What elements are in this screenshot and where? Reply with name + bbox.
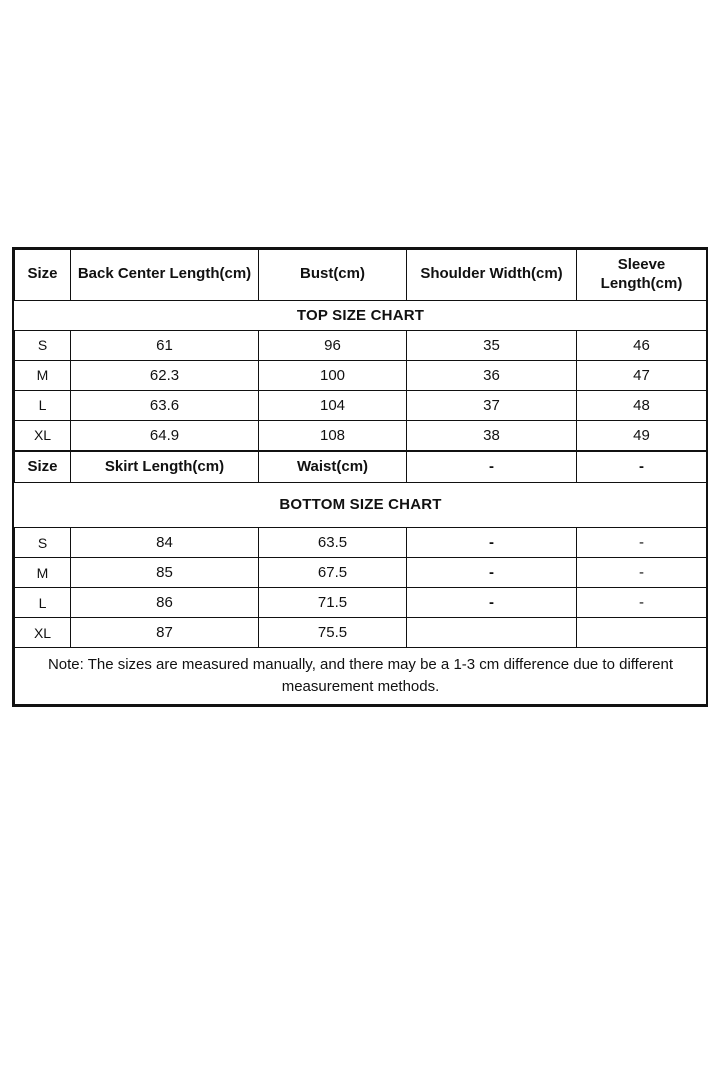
top-row-xl-bust: 108 (259, 420, 407, 450)
top-size-chart-table (14, 249, 707, 451)
table-row (15, 558, 707, 588)
top-header-back-center-length: Back Center Length(cm) (71, 250, 259, 301)
bottom-row-m-skirt-length: 85 (71, 558, 259, 588)
top-row-xl-back-center-length: 64.9 (71, 420, 259, 450)
table-row (15, 390, 707, 420)
top-row-l-sleeve-length: 48 (577, 390, 707, 420)
top-chart-header-row (15, 250, 707, 301)
bottom-row-xl-waist: 75.5 (259, 618, 407, 648)
bottom-chart-title: BOTTOM SIZE CHART (15, 483, 707, 528)
top-row-xl-sleeve-length: 49 (577, 420, 707, 450)
bottom-header-empty-2: - (577, 451, 707, 483)
bottom-row-m-empty-2: - (577, 558, 707, 588)
bottom-header-skirt-length: Skirt Length(cm) (71, 451, 259, 483)
bottom-row-l-waist: 71.5 (259, 588, 407, 618)
top-row-l-size: L (15, 390, 71, 420)
bottom-row-l-empty-2: - (577, 588, 707, 618)
table-row (15, 528, 707, 558)
bottom-row-s-empty-2: - (577, 528, 707, 558)
bottom-row-xl-size: XL (15, 618, 71, 648)
top-row-m-back-center-length: 62.3 (71, 360, 259, 390)
top-row-m-size: M (15, 360, 71, 390)
bottom-row-l-empty-1: - (407, 588, 577, 618)
bottom-header-size: Size (15, 451, 71, 483)
top-row-m-sleeve-length: 47 (577, 360, 707, 390)
top-header-sleeve-length: Sleeve Length(cm) (577, 250, 707, 301)
note-row (15, 648, 707, 705)
bottom-row-m-size: M (15, 558, 71, 588)
top-chart-title: TOP SIZE CHART (15, 300, 707, 330)
table-row (15, 618, 707, 648)
bottom-row-s-size: S (15, 528, 71, 558)
bottom-row-m-waist: 67.5 (259, 558, 407, 588)
bottom-row-xl-empty-1 (407, 618, 577, 648)
bottom-row-m-empty-1: - (407, 558, 577, 588)
bottom-header-waist: Waist(cm) (259, 451, 407, 483)
table-row (15, 360, 707, 390)
bottom-row-xl-skirt-length: 87 (71, 618, 259, 648)
bottom-chart-header-row (15, 451, 707, 483)
top-row-xl-size: XL (15, 420, 71, 450)
top-row-s-bust: 96 (259, 330, 407, 360)
top-row-m-shoulder-width: 36 (407, 360, 577, 390)
top-row-s-shoulder-width: 35 (407, 330, 577, 360)
top-row-l-shoulder-width: 37 (407, 390, 577, 420)
top-header-shoulder-width: Shoulder Width(cm) (407, 250, 577, 301)
bottom-row-l-size: L (15, 588, 71, 618)
bottom-header-empty-1: - (407, 451, 577, 483)
top-row-s-size: S (15, 330, 71, 360)
size-chart-sheet (12, 247, 708, 707)
top-header-size: Size (15, 250, 71, 301)
measurement-note: Note: The sizes are measured manually, and there may be a 1-3 cm difference due to different measurement methods. (15, 648, 707, 705)
bottom-row-l-skirt-length: 86 (71, 588, 259, 618)
top-row-l-back-center-length: 63.6 (71, 390, 259, 420)
bottom-size-chart-table (14, 451, 707, 705)
bottom-row-s-skirt-length: 84 (71, 528, 259, 558)
bottom-row-xl-empty-2 (577, 618, 707, 648)
top-chart-title-row (15, 300, 707, 330)
top-row-s-sleeve-length: 46 (577, 330, 707, 360)
top-header-bust: Bust(cm) (259, 250, 407, 301)
top-row-m-bust: 100 (259, 360, 407, 390)
table-row (15, 330, 707, 360)
bottom-chart-title-row (15, 483, 707, 528)
top-row-xl-shoulder-width: 38 (407, 420, 577, 450)
table-row (15, 588, 707, 618)
top-row-l-bust: 104 (259, 390, 407, 420)
table-row (15, 420, 707, 450)
top-row-s-back-center-length: 61 (71, 330, 259, 360)
bottom-row-s-empty-1: - (407, 528, 577, 558)
bottom-row-s-waist: 63.5 (259, 528, 407, 558)
